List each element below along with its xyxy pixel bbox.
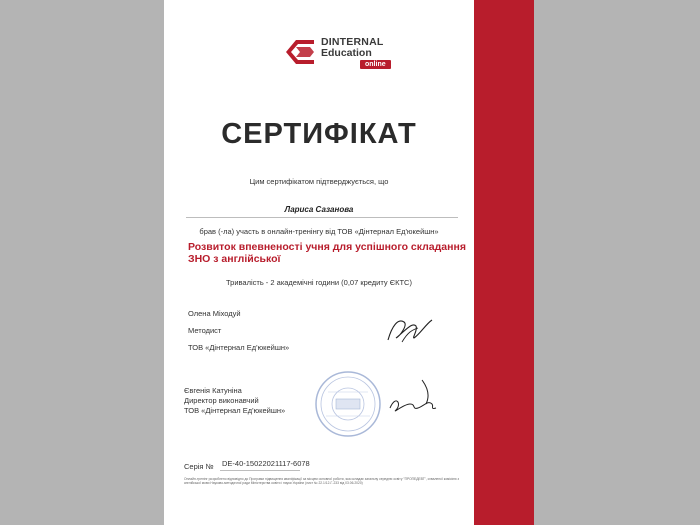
company-logo <box>284 34 424 74</box>
dinternal-logo-icon <box>284 37 316 67</box>
signature-methodist <box>382 312 438 348</box>
course-title: Розвиток впевненості учня для успішного складання ЗНО з англійської <box>188 241 466 265</box>
participation-text: брав (-ла) участь в онлайн-тренінгу від ТОВ «Дінтернал Ед'юкейшн» <box>199 227 439 236</box>
signatory-methodist <box>188 308 289 359</box>
logo-education-text: Education <box>321 47 372 59</box>
fine-print: Онлайн-тренінг розроблено відповідно до Програми підвищення кваліфікації за місцем основної роботи, яка складає загальну середню освіту "ПРОПЕДЕВТ", схваленої комісією з англійської мови Науково-методичної ради Міністерства освіти і науки України (лист № 22.1/12-Г-233 від 03.06.2020) <box>184 477 459 486</box>
serial-underline <box>220 470 300 471</box>
serial-number: DE-40-15022021117-6078 <box>222 459 310 468</box>
certificate-title: СЕРТИФІКАТ <box>221 118 417 150</box>
name-underline <box>186 217 458 218</box>
signatory-name: Олена Міходуй <box>188 309 241 318</box>
signatory-director <box>184 386 285 416</box>
duration-text: Тривалість - 2 академічні години (0,07 кредиту ЄКТС) <box>226 278 412 287</box>
signatory-name: Євгенія Катуніна <box>184 386 242 395</box>
signatory-organization: ТОВ «Дінтернал Ед'юкейшн» <box>188 343 290 352</box>
signatory-organization: ТОВ «Дінтернал Ед'юкейшн» <box>184 406 286 415</box>
logo-online-badge: online <box>360 60 391 69</box>
signatory-position: Директор виконавчий <box>184 396 259 405</box>
confirm-text: Цим сертифікатом підтверджується, що <box>249 177 389 186</box>
signatory-position: Методист <box>188 326 222 335</box>
recipient-name: Лариса Сазанова <box>284 205 354 214</box>
serial-label: Серія № <box>184 462 214 471</box>
decorative-red-stripe <box>474 0 534 525</box>
official-stamp <box>314 370 382 438</box>
logo-brand-text: DINTERNAL <box>321 36 384 48</box>
signature-director <box>382 374 444 418</box>
certificate-page <box>164 0 534 525</box>
